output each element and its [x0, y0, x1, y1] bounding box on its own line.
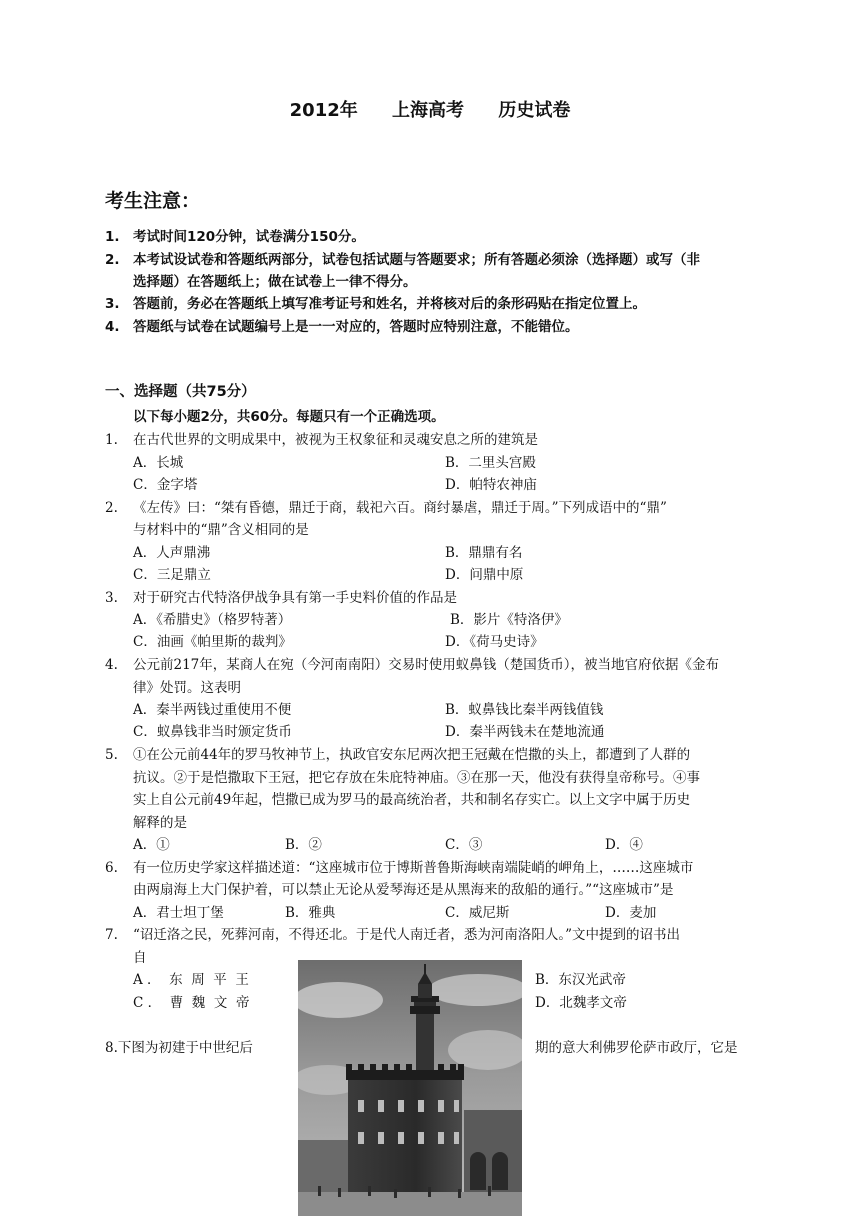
option: C．油画《帕里斯的裁判》: [133, 634, 292, 650]
section-heading: 一、选择题（共75分）: [105, 384, 256, 400]
option: A．人声鼎沸: [133, 545, 211, 561]
question-1: 1. 在古代世界的文明成果中，被视为王权象征和灵魂安息之所的建筑是: [105, 432, 538, 448]
title-subject: 历史试卷: [498, 100, 571, 121]
option: B．二里头宫殿: [445, 455, 536, 471]
notice-item: 3. 答题前，务必在答题纸上填写准考证号和姓名，并将核对后的条形码贴在指定位置上。: [105, 296, 646, 312]
title-year: 2012年: [289, 100, 358, 121]
notice-heading: 考生注意：: [105, 190, 201, 212]
option: A ． 东 周 平 王: [133, 972, 249, 988]
question-text: 解释的是: [133, 815, 187, 831]
option: C ． 曹 魏 文 帝: [133, 995, 250, 1011]
question-text: 实上自公元前49年起，恺撒已成为罗马的最高统治者，共和制名存实亡。以上文字中属于历史: [133, 792, 691, 808]
palazzo-vecchio-photo: [298, 960, 522, 1216]
option: B．②: [285, 837, 322, 853]
notice-item: 2. 本考试设试卷和答题纸两部分，试卷包括试题与答题要求；所有答题必须涂（选择题）或写（非: [105, 252, 700, 268]
notice-item: 1. 考试时间120分钟，试卷满分150分。: [105, 229, 365, 245]
option: D．帕特农神庙: [445, 477, 537, 493]
question-6: 6. 有一位历史学家这样描述道：“这座城市位于博斯普鲁斯海峡南端陡峭的岬角上，……这座城市: [105, 860, 694, 876]
option: C．威尼斯: [445, 905, 510, 921]
question-text: 期的意大利佛罗伦萨市政厅，它是: [535, 1040, 738, 1056]
option: A．长城: [133, 455, 184, 471]
question-text: 抗议。②于是恺撒取下王冠，把它存放在朱庇特神庙。③在那一天，他没有获得皇帝称号。④事: [133, 770, 700, 786]
question-3: 3. 对于研究古代特洛伊战争具有第一手史料价值的作品是: [105, 590, 457, 606]
question-text: 律》处罚。这表明: [133, 680, 241, 696]
option: D．麦加: [605, 905, 657, 921]
option: C．三足鼎立: [133, 567, 211, 583]
question-text: 由两扇海上大门保护着，可以禁止无论从爱琴海还是从黑海来的敌船的通行。”“这座城市”是: [133, 882, 674, 898]
title-exam: 上海高考: [392, 100, 465, 121]
option: A．①: [133, 837, 170, 853]
option: D．问鼎中原: [445, 567, 524, 583]
question-5: 5. ①在公元前44年的罗马牧神节上，执政官安东尼两次把王冠戴在恺撒的头上，都遭到了人群的: [105, 747, 691, 763]
option: B．蚁鼻钱比秦半两钱值钱: [445, 702, 604, 718]
option: C．金字塔: [133, 477, 198, 493]
question-7: 7. “诏迁洛之民，死葬河南，不得还北。于是代人南迁者，悉为河南洛阳人。”文中提到的诏书出: [105, 927, 681, 943]
option: B．影片《特洛伊》: [450, 612, 568, 628]
option: D．秦半两钱未在楚地流通: [445, 724, 605, 740]
option: A．秦半两钱过重使用不便: [133, 702, 292, 718]
option: D．北魏孝文帝: [535, 995, 627, 1011]
option: B．雅典: [285, 905, 336, 921]
question-8: 8.下图为初建于中世纪后: [105, 1040, 253, 1056]
option: C．蚁鼻钱非当时颁定货币: [133, 724, 292, 740]
notice-item: 4. 答题纸与试卷在试题编号上是一一对应的，答题时应特别注意，不能错位。: [105, 319, 579, 335]
section-instruction: 以下每小题2分，共60分。每题只有一个正确选项。: [133, 409, 445, 425]
notice-item-continuation: 选择题）在答题纸上；做在试卷上一律不得分。: [133, 274, 417, 290]
paper-title: [0, 96, 860, 122]
option: A．《希腊史》（格罗特著）: [133, 612, 292, 628]
question-text: 自: [133, 950, 147, 966]
question-text: 与材料中的“鼎”含义相同的是: [133, 522, 309, 538]
option: D．《荷马史诗》: [445, 634, 544, 650]
option: B．鼎鼎有名: [445, 545, 523, 561]
option: C．③: [445, 837, 483, 853]
option: B．东汉光武帝: [535, 972, 626, 988]
option: D．④: [605, 837, 643, 853]
question-4: 4. 公元前217年，某商人在宛（今河南南阳）交易时使用蚁鼻钱（楚国货币），被当地官府依据《金布: [105, 657, 720, 673]
option: A．君士坦丁堡: [133, 905, 224, 921]
question-2: 2. 《左传》曰：“桀有昏德，鼎迁于商，载祀六百。商纣暴虐，鼎迁于周。”下列成语中的“鼎”: [105, 500, 667, 516]
